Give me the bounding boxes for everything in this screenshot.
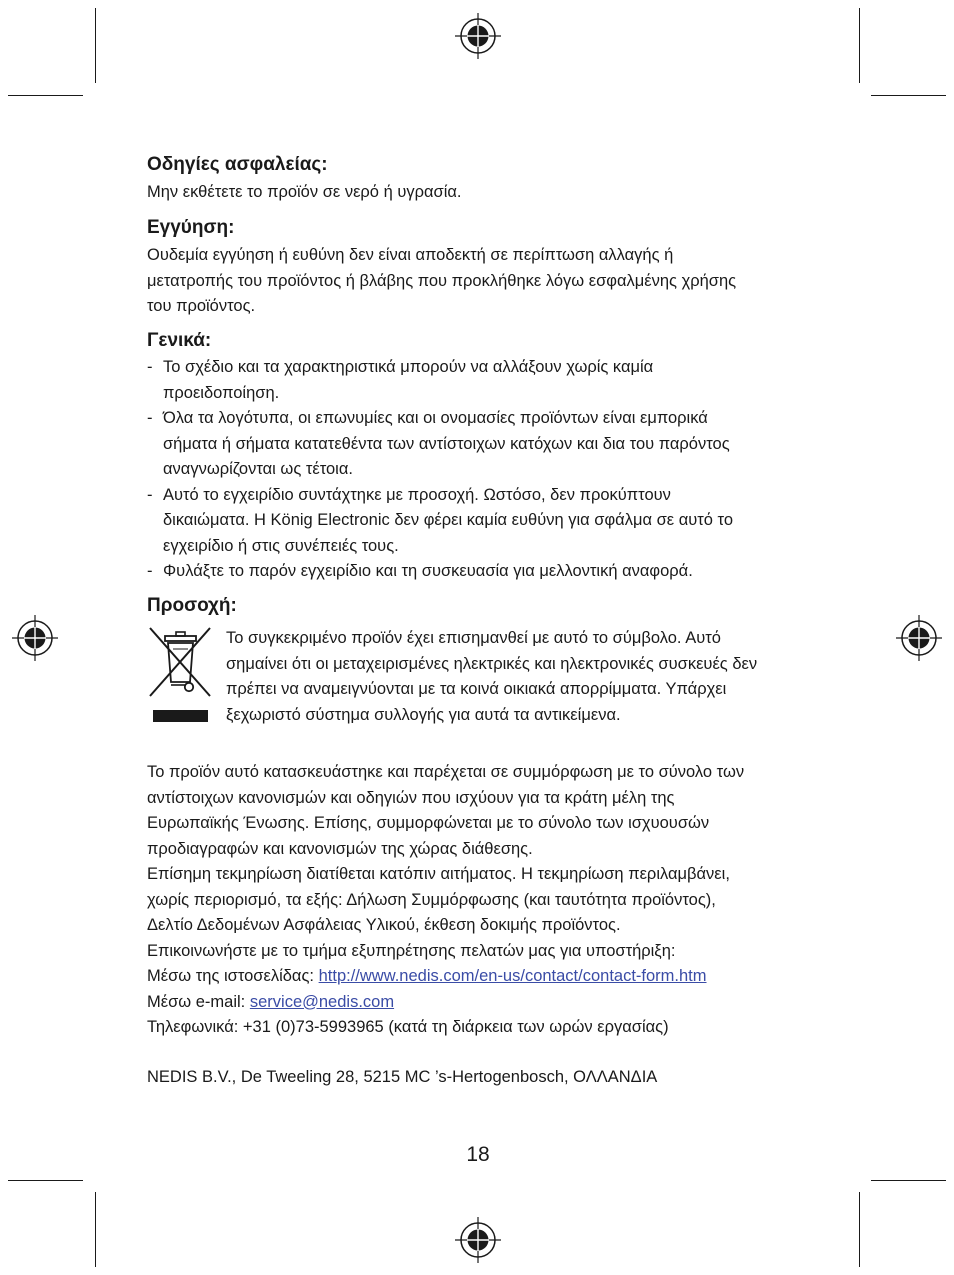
list-item — [147, 559, 733, 585]
crop-mark-top-right-vertical — [859, 8, 860, 83]
list-item-line: προειδοποίηση. — [163, 383, 280, 402]
warranty-line: του προϊόντος. — [147, 297, 256, 315]
crop-mark-bottom-right-vertical — [859, 1192, 860, 1267]
warranty-heading: Εγγύηση: — [147, 217, 235, 238]
compliance-text — [147, 760, 744, 1041]
safety-line: Μην εκθέτετε το προϊόν σε νερό ή υγρασία. — [147, 183, 462, 201]
list-item-line: αναγνωρίζονται ως τέτοια. — [163, 460, 353, 478]
list-item — [147, 483, 733, 560]
bullet-marker: - — [147, 485, 153, 504]
contact-intro: Επικοινωνήστε με το τμήμα εξυπηρέτησης πελατών μας για υποστήριξη: — [147, 941, 676, 960]
list-item — [147, 355, 733, 406]
contact-email-label: Μέσω e-mail: — [147, 992, 246, 1011]
contact-phone: Τηλεφωνικά: +31 (0)73-5993965 (κατά τη διάρκεια των ωρών εργασίας) — [147, 1018, 669, 1036]
crop-mark-bottom-left-horizontal — [8, 1180, 83, 1181]
crop-mark-bottom-right-horizontal — [871, 1180, 946, 1181]
registration-mark-icon — [453, 1215, 503, 1265]
compliance-line: Το προϊόν αυτό κατασκευάστηκε και παρέχεται σε συμμόρφωση με το σύνολο των — [147, 763, 745, 781]
crop-mark-top-left-vertical — [95, 8, 96, 83]
crop-mark-bottom-left-vertical — [95, 1192, 96, 1267]
registration-mark-icon — [894, 613, 944, 663]
contact-website-row — [147, 964, 744, 990]
caution-heading: Προσοχή: — [147, 595, 237, 616]
caution-line: πρέπει να αναμειγνύονται με τα κοινά οικιακά απορρίμματα. Υπάρχει — [226, 680, 727, 698]
safety-text — [147, 180, 462, 206]
safety-heading: Οδηγίες ασφαλείας: — [147, 154, 328, 175]
bullet-marker: - — [147, 358, 153, 376]
bullet-marker: - — [147, 409, 153, 427]
compliance-line: χωρίς περιορισμό, τα εξής: Δήλωση Συμμόρφωσης (και ταυτότητα προϊόντος), — [147, 890, 716, 909]
caution-text — [226, 626, 757, 728]
caution-line: ξεχωριστό σύστημα συλλογής για αυτά τα αντικείμενα. — [226, 705, 621, 724]
bullet-marker: - — [147, 562, 153, 580]
list-item-line: εγχειρίδιο ή στις συνέπειές τους. — [163, 536, 399, 555]
compliance-line: Ευρωπαϊκής Ένωσης. Επίσης, συμμορφώνεται με το σύνολο των ισχυουσών — [147, 814, 710, 832]
caution-line: σημαίνει ότι οι μεταχειρισμένες ηλεκτρικές και ηλεκτρονικές συσκευές δεν — [226, 654, 758, 673]
list-item-line: Το σχέδιο και τα χαρακτηριστικά μπορούν να αλλάξουν χωρίς καμία — [163, 358, 654, 376]
contact-website-link[interactable]: http://www.nedis.com/en-us/contact/contact-form.htm — [318, 967, 707, 985]
company-address — [147, 1065, 657, 1091]
registration-mark-icon — [10, 613, 60, 663]
crop-mark-top-left-horizontal — [8, 95, 83, 96]
general-heading: Γενικά: — [147, 330, 212, 351]
contact-email-row — [147, 990, 744, 1016]
warranty-line: μετατροπής του προϊόντος ή βλάβης που προκλήθηκε λόγω εσφαλμένης χρήσης — [147, 271, 737, 290]
list-item-line: Όλα τα λογότυπα, οι επωνυμίες και οι ονομασίες προϊόντων είναι εμπορικά — [163, 409, 708, 427]
contact-email-link[interactable]: service@nedis.com — [249, 992, 395, 1011]
general-bullet-list — [147, 355, 733, 585]
warranty-text — [147, 243, 736, 320]
caution-line: Το συγκεκριμένο προϊόν έχει επισημανθεί με αυτό το σύμβολο. Αυτό — [226, 629, 721, 647]
address-line: NEDIS B.V., De Tweeling 28, 5215 MC ’s-Hertogenbosch, ΟΛΛΑΝΔΙΑ — [147, 1068, 658, 1086]
list-item — [147, 406, 733, 483]
list-item-line: Φυλάξτε το παρόν εγχειρίδιο και τη συσκευασία για μελλοντική αναφορά. — [163, 562, 693, 580]
compliance-line: προδιαγραφών και κανονισμών της χώρας διάθεσης. — [147, 839, 533, 858]
weee-crossed-out-bin-icon — [149, 627, 211, 723]
compliance-line: αντίστοιχων κανονισμών και οδηγιών που ισχύουν για τα κράτη μέλη της — [147, 788, 675, 807]
compliance-line: Δελτίο Δεδομένων Ασφάλειας Υλικού, έκθεση δοκιμής προϊόντος. — [147, 916, 621, 934]
contact-website-label: Μέσω της ιστοσελίδας: — [147, 967, 315, 985]
crop-mark-top-right-horizontal — [871, 95, 946, 96]
list-item-line: Αυτό το εγχειρίδιο συντάχτηκε με προσοχή. Ωστόσο, δεν προκύπτουν — [163, 485, 671, 504]
compliance-line: Επίσημη τεκμηρίωση διατίθεται κατόπιν αιτήματος. Η τεκμηρίωση περιλαμβάνει, — [147, 865, 730, 883]
page-number: 18 — [466, 1143, 490, 1166]
registration-mark-icon — [453, 11, 503, 61]
list-item-line: σήματα ή σήματα κατατεθέντα των αντίστοιχων κατόχων και δια του παρόντος — [163, 434, 730, 453]
warranty-line: Ουδεμία εγγύηση ή ευθύνη δεν είναι αποδεκτή σε περίπτωση αλλαγής ή — [147, 246, 674, 264]
list-item-line: δικαιώματα. Η König Electronic δεν φέρει καμία ευθύνη για σφάλμα σε αυτό το — [163, 511, 733, 529]
